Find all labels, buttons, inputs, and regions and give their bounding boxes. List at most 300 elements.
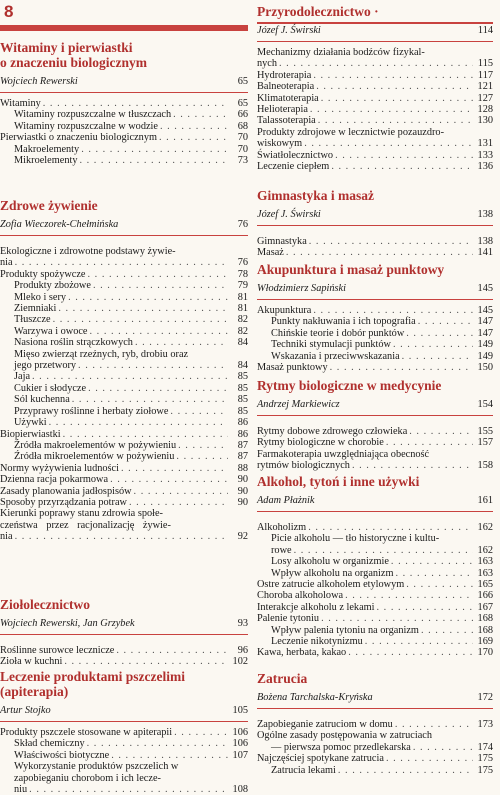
entry-page-number: 168 [477, 624, 493, 636]
entry-page-number: 150 [477, 362, 493, 374]
toc-entry: Produkty zdrojowe w lecznictwie pozauzdro- [257, 126, 444, 138]
dot-leader [160, 121, 228, 132]
entry-list [0, 645, 248, 668]
entry-title: Gimnastyka [257, 236, 307, 247]
section-author: Zofia Wieczorek-Chełmińska 76 [0, 218, 248, 236]
entry-page-number: 167 [477, 601, 493, 613]
entry-title: Masaż [257, 247, 284, 259]
toc-entry: niu . . . 108 [0, 784, 248, 795]
section-alkohol [257, 474, 493, 659]
entry-title: Choroba alkoholowa [257, 590, 344, 602]
page-number: 8 [4, 2, 14, 21]
toc-entry [0, 314, 248, 325]
running-header: Przyrodolecznictwo · [257, 4, 379, 19]
entry-page-number: 155 [477, 426, 493, 437]
toc-entry: nia . . . 92 [0, 531, 248, 542]
section-title: Witaminy i pierwiastki o znaczeniu biologicznym [0, 40, 147, 70]
toc-entry: czeństwa przez racjonalizację żywie- [0, 519, 171, 531]
dot-leader [170, 406, 228, 417]
toc-entry [257, 351, 493, 362]
dot-leader [58, 303, 228, 314]
dot-leader [396, 568, 474, 579]
toc-entry [257, 426, 493, 437]
dot-leader [88, 383, 228, 394]
entry-page-number: 147 [477, 327, 493, 339]
entry-list [257, 522, 493, 533]
section-title: Leczenie produktami pszczelimi (apiterapia) [0, 669, 185, 699]
toc-entry: wiskowym . . . 131 [257, 138, 493, 149]
entry-page-number: 106 [232, 727, 248, 738]
toc-entry [0, 280, 248, 291]
entry-page-number: 66 [237, 109, 248, 121]
entry-list [0, 727, 248, 761]
entry-page-number: 90 [237, 496, 248, 508]
dot-leader [391, 556, 473, 567]
dot-leader [53, 314, 228, 325]
dot-leader [129, 497, 228, 508]
toc-entry: rowe . . . 162 [257, 545, 493, 556]
dot-leader [386, 753, 473, 764]
dot-leader [418, 316, 473, 327]
entry-title: Produkty spożywcze [0, 268, 86, 280]
dot-leader [134, 486, 228, 497]
toc-entry [257, 150, 493, 161]
entry-page-number: 163 [477, 556, 493, 568]
toc-entry: Ogólne zasady postępowania w zatruciach [257, 730, 432, 742]
entry-title: Interakcje alkoholu z lekami [257, 601, 375, 613]
entry-page-number: 96 [237, 645, 248, 656]
entry-page-number: 165 [477, 579, 493, 591]
entry-title: Leczenie ciepłem [257, 161, 330, 173]
dot-leader [402, 351, 473, 362]
toc-entry [0, 727, 248, 738]
entry-page-number: 87 [237, 451, 248, 463]
entry-page-number: 170 [477, 647, 493, 659]
toc-entry: Picie alkoholu — tło historyczne i kultu- [271, 533, 440, 545]
toc-entry [257, 625, 493, 636]
entry-page-number: 133 [477, 149, 493, 161]
section-zdrowe-zywienie [0, 198, 248, 543]
entry-page-number: 84 [237, 337, 248, 349]
toc-entry: Ekologiczne i zdrowotne podstawy żywie- [0, 246, 176, 257]
toc-entry [0, 337, 248, 348]
entry-page-number: 145 [477, 305, 493, 316]
entry-list [257, 753, 493, 776]
entry-title: Używki [14, 417, 47, 429]
dot-leader [393, 339, 473, 350]
section-rytmy [257, 378, 493, 472]
toc-entry: Kierunki poprawy stanu zdrowia społe- [0, 508, 163, 520]
entry-page-number: 90 [237, 485, 248, 497]
toc-entry [0, 326, 248, 337]
entry-title: Najczęściej spotykane zatrucia [257, 753, 384, 765]
toc-entry [257, 522, 493, 533]
dot-leader [318, 115, 473, 126]
entry-title: Balneoterapia [257, 81, 315, 93]
section-author: Adam Płażnik 161 [257, 494, 493, 512]
entry-title: Pierwiastki o znaczeniu biologicznym [0, 132, 157, 144]
dot-leader [87, 738, 228, 749]
toc-entry [257, 753, 493, 764]
entry-page-number: 168 [477, 613, 493, 625]
entry-list [257, 719, 493, 730]
toc-entry [0, 132, 248, 143]
entry-page-number: 70 [237, 132, 248, 144]
toc-entry [0, 497, 248, 508]
toc-entry [0, 645, 248, 656]
entry-title: Witaminy rozpuszczalne w tłuszczach [14, 109, 172, 121]
toc-entry [0, 371, 248, 382]
dot-leader [174, 727, 228, 738]
dot-leader [386, 437, 473, 448]
dot-leader [110, 474, 228, 485]
entry-list [257, 305, 493, 373]
section-author: Józef J. Świrski 114 [257, 24, 493, 42]
entry-title: Wpływ palenia tytoniu na organizm [271, 624, 419, 636]
entry-title: Źródła makroelementów w pożywieniu [14, 439, 177, 451]
dot-leader [335, 150, 473, 161]
toc-entry [257, 765, 493, 776]
entry-title: Dzienna racja pokarmowa [0, 474, 109, 486]
section-title: Ziołolecznictwo [0, 597, 90, 612]
dot-leader [111, 750, 228, 761]
toc-entry: Mechanizmy działania bodźców fizykal- [257, 47, 425, 58]
dot-leader [316, 81, 473, 92]
toc-entry [257, 636, 493, 647]
entry-title: Rytmy dobowe zdrowego człowieka [257, 426, 408, 437]
entry-page-number: 86 [237, 417, 248, 429]
entry-list [0, 269, 248, 349]
toc-entry [0, 463, 248, 474]
toc-entry [257, 93, 493, 104]
toc-entry [257, 647, 493, 658]
toc-entry [257, 305, 493, 316]
entry-page-number: 85 [237, 394, 248, 406]
entry-title: Hydroterapia [257, 69, 312, 81]
toc-entry [0, 121, 248, 132]
entry-page-number: 162 [477, 522, 493, 533]
toc-entry [257, 115, 493, 126]
entry-title: Tłuszcze [14, 314, 51, 326]
toc-entry [257, 328, 493, 339]
toc-entry: — pierwsza pomoc przedlekarska . . . 174 [257, 742, 493, 753]
entry-title: Ostre zatrucie alkoholem etylowym [257, 579, 405, 591]
top-rule [0, 25, 248, 31]
toc-entry [257, 579, 493, 590]
dot-leader [68, 292, 228, 303]
entry-title: Produkty zbożowe [14, 280, 91, 292]
toc-entry: Mięso zwierząt rzeźnych, ryb, drobiu oraz [14, 348, 189, 360]
toc-entry [0, 417, 248, 428]
toc-entry [257, 568, 493, 579]
entry-title: Zasady planowania jadłospisów [0, 485, 132, 497]
entry-title: Kawa, herbata, kakao [257, 647, 347, 659]
entry-title: Skład chemiczny [14, 738, 85, 750]
entry-page-number: 87 [237, 439, 248, 451]
entry-page-number: 85 [237, 371, 248, 383]
section-author: Józef J. Świrski 138 [257, 208, 493, 226]
dot-leader [421, 625, 473, 636]
section-ziololecznictwo [0, 597, 248, 668]
section-gimnastyka [257, 188, 493, 259]
dot-leader [321, 93, 473, 104]
entry-title: Mikroelementy [14, 155, 78, 167]
entry-page-number: 127 [477, 92, 493, 104]
dot-leader [176, 451, 228, 462]
dot-leader [313, 305, 473, 316]
toc-entry: rytmów biologicznych . . . 158 [257, 460, 493, 471]
entry-title: Helioterapia [257, 104, 308, 116]
entry-page-number: 82 [237, 325, 248, 337]
dot-leader [308, 522, 473, 533]
entry-title: Właściwości biotyczne [14, 749, 110, 761]
toc-entry [257, 719, 493, 730]
dot-leader [321, 613, 473, 624]
entry-page-number: 173 [477, 719, 493, 730]
entry-page-number: 138 [477, 236, 493, 247]
section-author: Andrzej Markiewicz 154 [257, 398, 493, 416]
toc-entry [257, 613, 493, 624]
entry-page-number: 65 [237, 98, 248, 109]
entry-page-number: 121 [477, 81, 493, 93]
toc-entry [0, 750, 248, 761]
dot-leader [49, 417, 228, 428]
entry-page-number: 85 [237, 405, 248, 417]
toc-entry [0, 383, 248, 394]
dot-leader [63, 429, 228, 440]
entry-page-number: 163 [477, 567, 493, 579]
entry-page-number: 68 [237, 120, 248, 132]
entry-page-number: 149 [477, 339, 493, 351]
toc-entry [0, 269, 248, 280]
entry-page-number: 166 [477, 590, 493, 602]
entry-page-number: 102 [232, 656, 248, 668]
toc-entry [0, 656, 248, 667]
entry-title: Mleko i sery [14, 291, 67, 303]
dot-leader [81, 144, 228, 155]
entry-title: Leczenie nikotynizmu [271, 636, 363, 648]
entry-title: Witaminy [0, 98, 41, 109]
entry-list [0, 98, 248, 166]
toc-entry [0, 474, 248, 485]
dot-leader [90, 326, 228, 337]
entry-title: Zatrucia lekami [271, 764, 336, 776]
entry-page-number: 117 [477, 69, 493, 81]
dot-leader [409, 426, 473, 437]
toc-entry [0, 144, 248, 155]
toc-entry [257, 339, 493, 350]
dot-leader [345, 590, 473, 601]
toc-entry [257, 247, 493, 258]
toc-entry [0, 451, 248, 462]
toc-entry [257, 556, 493, 567]
toc-entry [257, 81, 493, 92]
section-title: Gimnastyka i masaż [257, 188, 375, 203]
entry-page-number: 86 [237, 428, 248, 440]
entry-page-number: 147 [477, 316, 493, 328]
toc-entry [257, 362, 493, 373]
dot-leader [377, 602, 473, 613]
toc-entry [0, 429, 248, 440]
entry-page-number: 88 [237, 462, 248, 474]
entry-title: Źródła mikroelementów w pożywieniu [14, 451, 175, 463]
dot-leader [93, 280, 228, 291]
section-title: Zatrucia [257, 671, 308, 686]
toc-entry [0, 394, 248, 405]
entry-title: Ziemniaki [14, 303, 57, 315]
dot-leader [395, 719, 473, 730]
entry-page-number: 175 [477, 764, 493, 776]
toc-entry [257, 104, 493, 115]
entry-page-number: 128 [477, 104, 493, 116]
entry-title: Produkty pszczele stosowane w apiterapii [0, 727, 173, 738]
toc-entry [0, 406, 248, 417]
entry-title: Talassoterapia [257, 115, 316, 127]
toc-entry: nia . . . 76 [0, 257, 248, 268]
dot-leader [64, 656, 228, 667]
entry-title: Akupunktura [257, 305, 312, 316]
section-author: Wojciech Rewerski, Jan Grzybek 93 [0, 617, 248, 635]
entry-page-number: 73 [237, 155, 248, 167]
entry-page-number: 149 [477, 350, 493, 362]
toc-entry [0, 155, 248, 166]
entry-title: Sól kuchenna [14, 394, 70, 406]
section-author: Bożena Tarchalska-Kryńska 172 [257, 691, 493, 709]
dot-leader [406, 328, 473, 339]
entry-title: Wpływ alkoholu na organizm [271, 567, 394, 579]
dot-leader [116, 645, 228, 656]
entry-title: Zioła w kuchni [0, 656, 63, 668]
entry-page-number: 70 [237, 143, 248, 155]
entry-page-number: 169 [477, 636, 493, 648]
entry-title: Alkoholizm [257, 522, 307, 533]
entry-list [0, 371, 248, 508]
entry-page-number: 79 [237, 280, 248, 292]
toc-entry [0, 292, 248, 303]
dot-leader [365, 636, 473, 647]
dot-leader [330, 362, 473, 373]
entry-list [257, 150, 493, 173]
entry-list [257, 426, 493, 449]
toc-entry [257, 70, 493, 81]
entry-page-number: 141 [477, 247, 493, 259]
dot-leader [135, 337, 228, 348]
entry-title: Biopierwiastki [0, 428, 61, 440]
toc-entry [0, 109, 248, 120]
entry-page-number: 157 [477, 437, 493, 449]
toc-entry [0, 486, 248, 497]
entry-page-number: 136 [477, 161, 493, 173]
section-zatrucia [257, 671, 493, 776]
section-title: Alkohol, tytoń i inne używki [257, 474, 420, 489]
dot-leader [310, 104, 473, 115]
toc-entry: zapobieganiu chorobom i ich lecze- [14, 772, 161, 784]
entry-title: Warzywa i owoce [14, 325, 88, 337]
toc-entry: nych . . . 115 [257, 58, 493, 69]
entry-list [257, 70, 493, 127]
entry-title: Wskazania i przeciwwskazania [271, 350, 400, 362]
entry-title: Zapobieganie zatruciom w domu [257, 719, 393, 730]
entry-title: Punkty nakłuwania i ich topografia [271, 316, 416, 328]
entry-page-number: 175 [477, 753, 493, 765]
entry-title: Palenie tytoniu [257, 613, 320, 625]
entry-title: Nasiona roślin strączkowych [14, 337, 133, 349]
section-przyrodolecznictwo [257, 24, 493, 172]
section-title: Zdrowe żywienie [0, 198, 98, 213]
section-title: Rytmy biologiczne w medycynie [257, 378, 442, 393]
entry-title: Przyprawy roślinne i herbaty ziołowe [14, 405, 169, 417]
toc-entry [257, 161, 493, 172]
entry-page-number: 81 [237, 303, 248, 315]
dot-leader [79, 155, 228, 166]
entry-title: Światłolecznictwo [257, 149, 334, 161]
toc-entry [257, 236, 493, 247]
section-author: Artur Stojko 105 [0, 704, 248, 722]
toc-entry [0, 303, 248, 314]
section-akupunktura [257, 262, 493, 373]
entry-page-number: 85 [237, 382, 248, 394]
dot-leader [88, 269, 228, 280]
entry-page-number: 82 [237, 314, 248, 326]
entry-title: Normy wyżywienia ludności [0, 462, 119, 474]
dot-leader [159, 132, 228, 143]
entry-page-number: 106 [232, 738, 248, 750]
dot-leader [173, 109, 228, 120]
dot-leader [313, 70, 473, 81]
dot-leader [121, 463, 228, 474]
entry-title: Chińskie teorie i dobór punktów [271, 327, 405, 339]
dot-leader [286, 247, 473, 258]
entry-title: Sposoby przyrządzania potraw [0, 496, 127, 508]
dot-leader [43, 98, 228, 109]
toc-entry [257, 316, 493, 327]
entry-title: Roślinne surowce lecznicze [0, 645, 115, 656]
entry-list [257, 556, 493, 659]
entry-title: Losy alkoholu w organizmie [271, 556, 389, 568]
entry-page-number: 107 [232, 749, 248, 761]
entry-title: Rytmy biologiczne w chorobie [257, 437, 384, 449]
dot-leader [309, 236, 473, 247]
entry-page-number: 90 [237, 474, 248, 486]
entry-page-number: 130 [477, 115, 493, 127]
entry-title: Cukier i słodycze [14, 382, 87, 394]
dot-leader [406, 579, 473, 590]
section-title: Akupunktura i masaż punktowy [257, 262, 445, 277]
toc-entry [0, 738, 248, 749]
entry-page-number: 78 [237, 268, 248, 280]
dot-leader [331, 161, 473, 172]
toc-entry [257, 590, 493, 601]
entry-title: Makroelementy [14, 143, 80, 155]
toc-entry [0, 440, 248, 451]
toc-entry: jego przetwory . . . 84 [0, 360, 248, 371]
entry-list [257, 236, 493, 259]
dot-leader [178, 440, 228, 451]
toc-entry [257, 602, 493, 613]
entry-title: Klimatoterapia [257, 92, 319, 104]
section-author: Wojciech Rewerski 65 [0, 75, 248, 93]
entry-title: Techniki stymulacji punktów [271, 339, 391, 351]
dot-leader [348, 647, 473, 658]
dot-leader [72, 394, 228, 405]
toc-entry [257, 437, 493, 448]
dot-leader [338, 765, 473, 776]
entry-title: Jaja [14, 371, 31, 383]
section-apiterapia [0, 669, 248, 795]
toc-entry: Wykorzystanie produktów pszczelich w [14, 761, 179, 773]
toc-entry [0, 98, 248, 109]
entry-title: Masaż punktowy [257, 362, 328, 374]
